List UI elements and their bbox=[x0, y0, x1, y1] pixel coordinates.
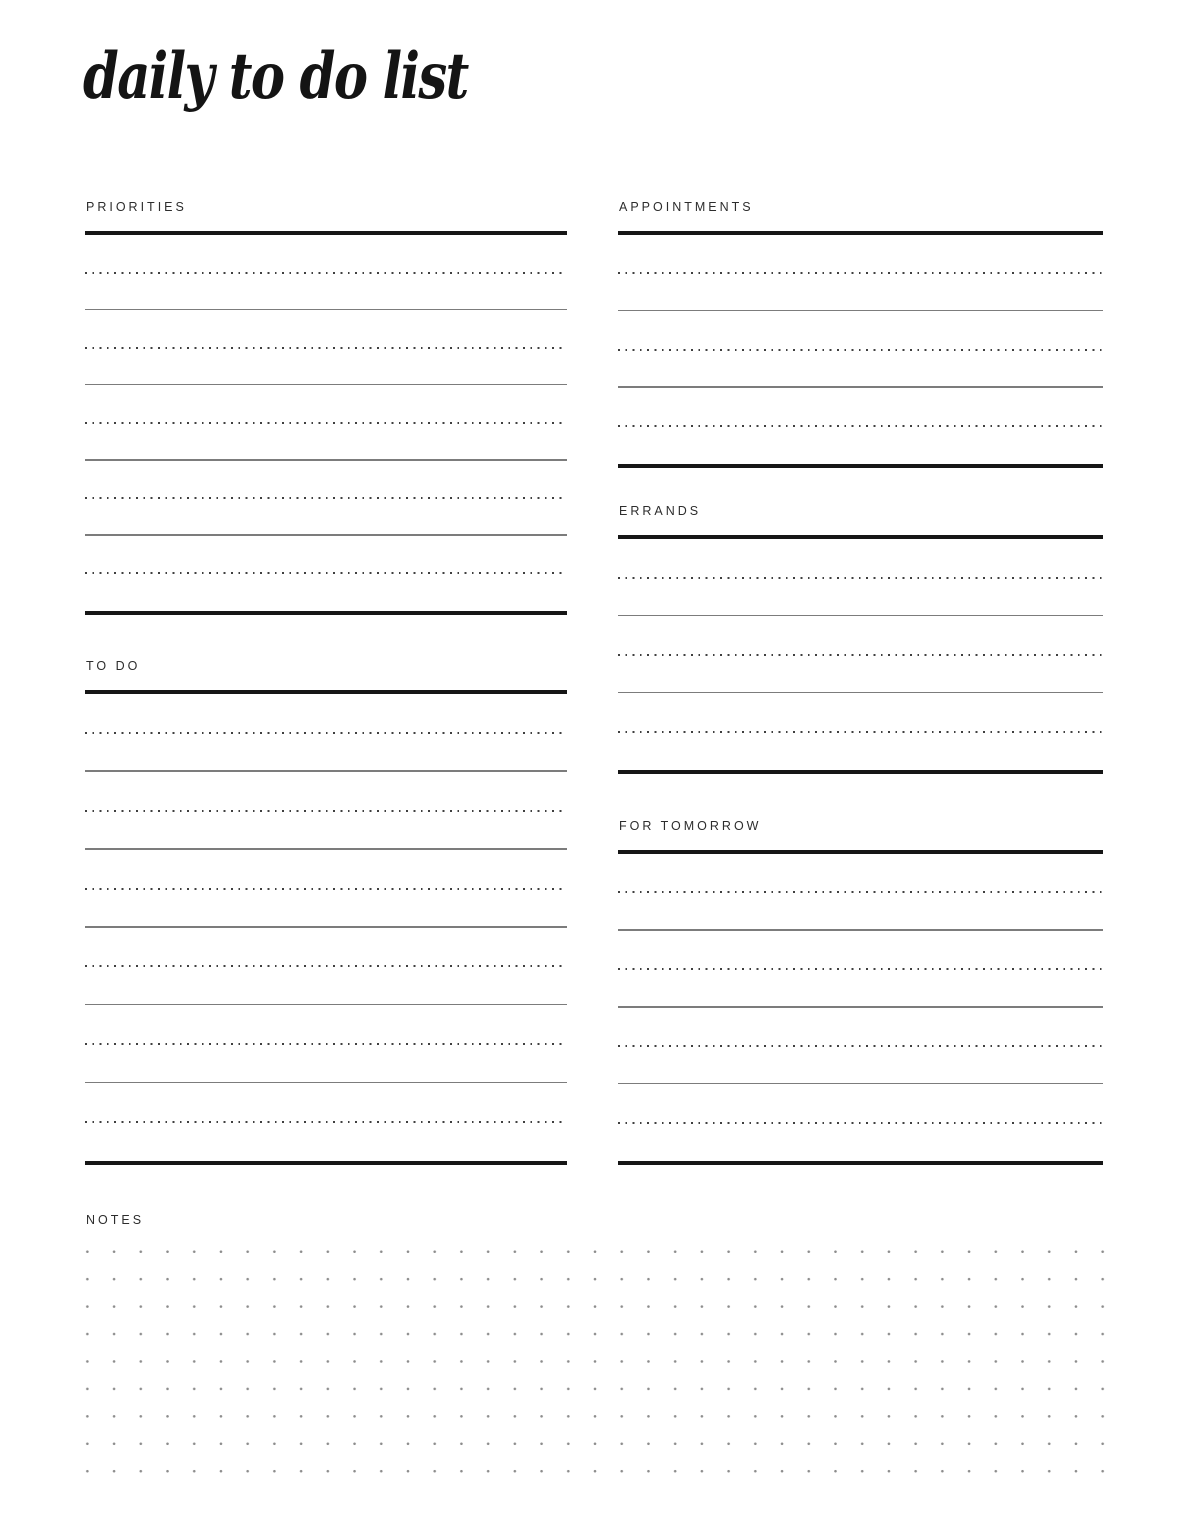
writing-line-solid bbox=[618, 350, 1103, 388]
appointments-section-label: APPOINTMENTS bbox=[619, 200, 754, 214]
writing-line-dotted bbox=[618, 235, 1103, 273]
notes-section-label: NOTES bbox=[86, 1213, 145, 1227]
writing-line-dotted bbox=[85, 928, 567, 967]
priorities-writing-lines bbox=[85, 231, 567, 615]
notes-dot-grid bbox=[74, 1238, 1116, 1485]
writing-line-solid bbox=[85, 273, 567, 311]
writing-line-dotted bbox=[618, 854, 1103, 892]
writing-line-solid bbox=[618, 578, 1103, 617]
writing-line-solid bbox=[85, 733, 567, 772]
writing-space bbox=[618, 1123, 1103, 1161]
writing-line-dotted bbox=[618, 1084, 1103, 1122]
writing-line-dotted bbox=[85, 385, 567, 423]
writing-line-solid bbox=[618, 273, 1103, 311]
writing-line-dotted bbox=[85, 235, 567, 273]
writing-line-solid bbox=[85, 811, 567, 850]
writing-line-dotted bbox=[85, 461, 567, 499]
writing-line-dotted bbox=[618, 1008, 1103, 1046]
for-tomorrow-section-label: FOR TOMORROW bbox=[619, 819, 762, 833]
appointments-writing-lines bbox=[618, 231, 1103, 468]
writing-line-solid bbox=[85, 966, 567, 1005]
writing-line-solid bbox=[618, 1046, 1103, 1084]
writing-line-dotted bbox=[85, 850, 567, 889]
writing-line-dotted bbox=[618, 311, 1103, 349]
writing-line-dotted bbox=[618, 388, 1103, 426]
writing-line-solid bbox=[618, 969, 1103, 1007]
writing-line-solid bbox=[85, 1044, 567, 1083]
for-tomorrow-writing-lines bbox=[618, 850, 1103, 1165]
writing-space bbox=[618, 426, 1103, 464]
page-title: daily to do list bbox=[83, 39, 468, 114]
writing-line-dotted bbox=[85, 694, 567, 733]
writing-line-solid bbox=[618, 892, 1103, 930]
writing-line-dotted bbox=[85, 536, 567, 574]
priorities-section-label: PRIORITIES bbox=[86, 200, 187, 214]
writing-space bbox=[85, 1122, 567, 1161]
writing-line-solid bbox=[85, 423, 567, 461]
writing-space bbox=[618, 732, 1103, 771]
writing-space bbox=[85, 573, 567, 611]
writing-line-solid bbox=[618, 655, 1103, 694]
writing-line-dotted bbox=[85, 772, 567, 811]
writing-line-dotted bbox=[618, 616, 1103, 655]
writing-line-dotted bbox=[85, 1083, 567, 1122]
writing-line-dotted bbox=[85, 310, 567, 348]
writing-line-solid bbox=[85, 498, 567, 536]
errands-writing-lines bbox=[618, 535, 1103, 774]
writing-line-dotted bbox=[618, 539, 1103, 578]
todo-section-label: TO DO bbox=[86, 659, 141, 673]
writing-line-dotted bbox=[618, 931, 1103, 969]
writing-line-dotted bbox=[85, 1005, 567, 1044]
writing-line-dotted bbox=[618, 693, 1103, 732]
errands-section-label: ERRANDS bbox=[619, 504, 702, 518]
todo-writing-lines bbox=[85, 690, 567, 1165]
writing-line-solid bbox=[85, 348, 567, 386]
writing-line-solid bbox=[85, 889, 567, 928]
